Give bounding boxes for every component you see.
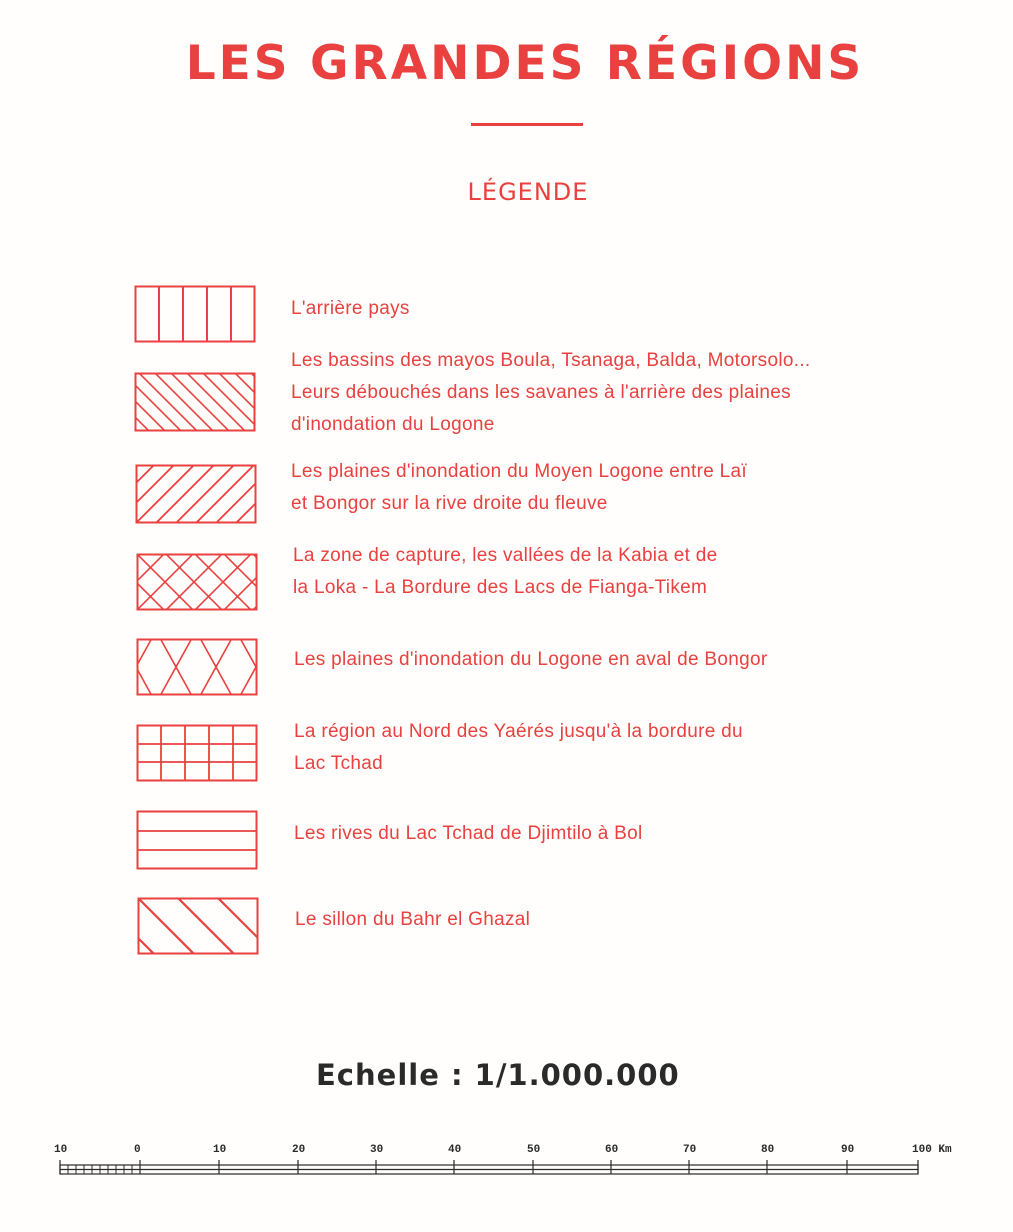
- legend-label: Les plaines d'inondation du Moyen Logone entre Laï et Bongor sur la rive droite du fleuve: [291, 461, 747, 514]
- cross-hatch-swatch: [136, 553, 258, 611]
- legend-label: Les plaines d'inondation du Logone en aval de Bongor: [294, 649, 768, 670]
- vertical-lines-swatch: [134, 285, 256, 343]
- scale-bar: [0, 1134, 1013, 1184]
- scale-tick-label: 90: [841, 1144, 855, 1156]
- legend-heading: LÉGENDE: [467, 178, 589, 206]
- map-title: LES GRANDES RÉGIONS: [185, 36, 865, 91]
- title-divider: [471, 123, 583, 126]
- wide-cross-swatch: [136, 638, 258, 696]
- diagonal-hatch-swatch: [134, 372, 256, 432]
- diagonal-hatch-swatch: [137, 897, 259, 955]
- legend-label: Le sillon du Bahr el Ghazal: [295, 909, 531, 930]
- horizontal-lines-swatch: [136, 810, 258, 870]
- scale-tick-label: 40: [448, 1144, 462, 1156]
- scale-tick-label: 30: [370, 1144, 384, 1156]
- scale-tick-label: 10: [54, 1144, 68, 1156]
- legend-label: La zone de capture, les vallées de la Kabia et de la Loka - La Bordure des Lacs de Fianga-Tikem: [293, 545, 718, 598]
- legend-label: L'arrière pays: [291, 298, 410, 319]
- scale-tick-label: 0: [134, 1144, 141, 1156]
- scale-tick-label: 50: [527, 1144, 541, 1156]
- scale-tick-label: 10: [213, 1144, 227, 1156]
- scale-tick-label: 20: [292, 1144, 306, 1156]
- legend-label: La région au Nord des Yaérés jusqu'à la bordure du Lac Tchad: [294, 721, 743, 774]
- scale-label: Echelle : 1/1.000.000: [316, 1058, 680, 1092]
- scale-tick-label: 80: [761, 1144, 775, 1156]
- grid-swatch: [136, 724, 258, 782]
- legend-label: Les rives du Lac Tchad de Djimtilo à Bol: [294, 823, 643, 844]
- diagonal-hatch-swatch: [135, 464, 257, 524]
- legend-label: Les bassins des mayos Boula, Tsanaga, Balda, Motorsolo... Leurs débouchés dans les savanes à l'arrière des plaines d'inondation du Logone: [291, 350, 811, 435]
- scale-tick-label: 70: [683, 1144, 697, 1156]
- scale-tick-label: 100 Km: [912, 1144, 952, 1156]
- scale-tick-label: 60: [605, 1144, 619, 1156]
